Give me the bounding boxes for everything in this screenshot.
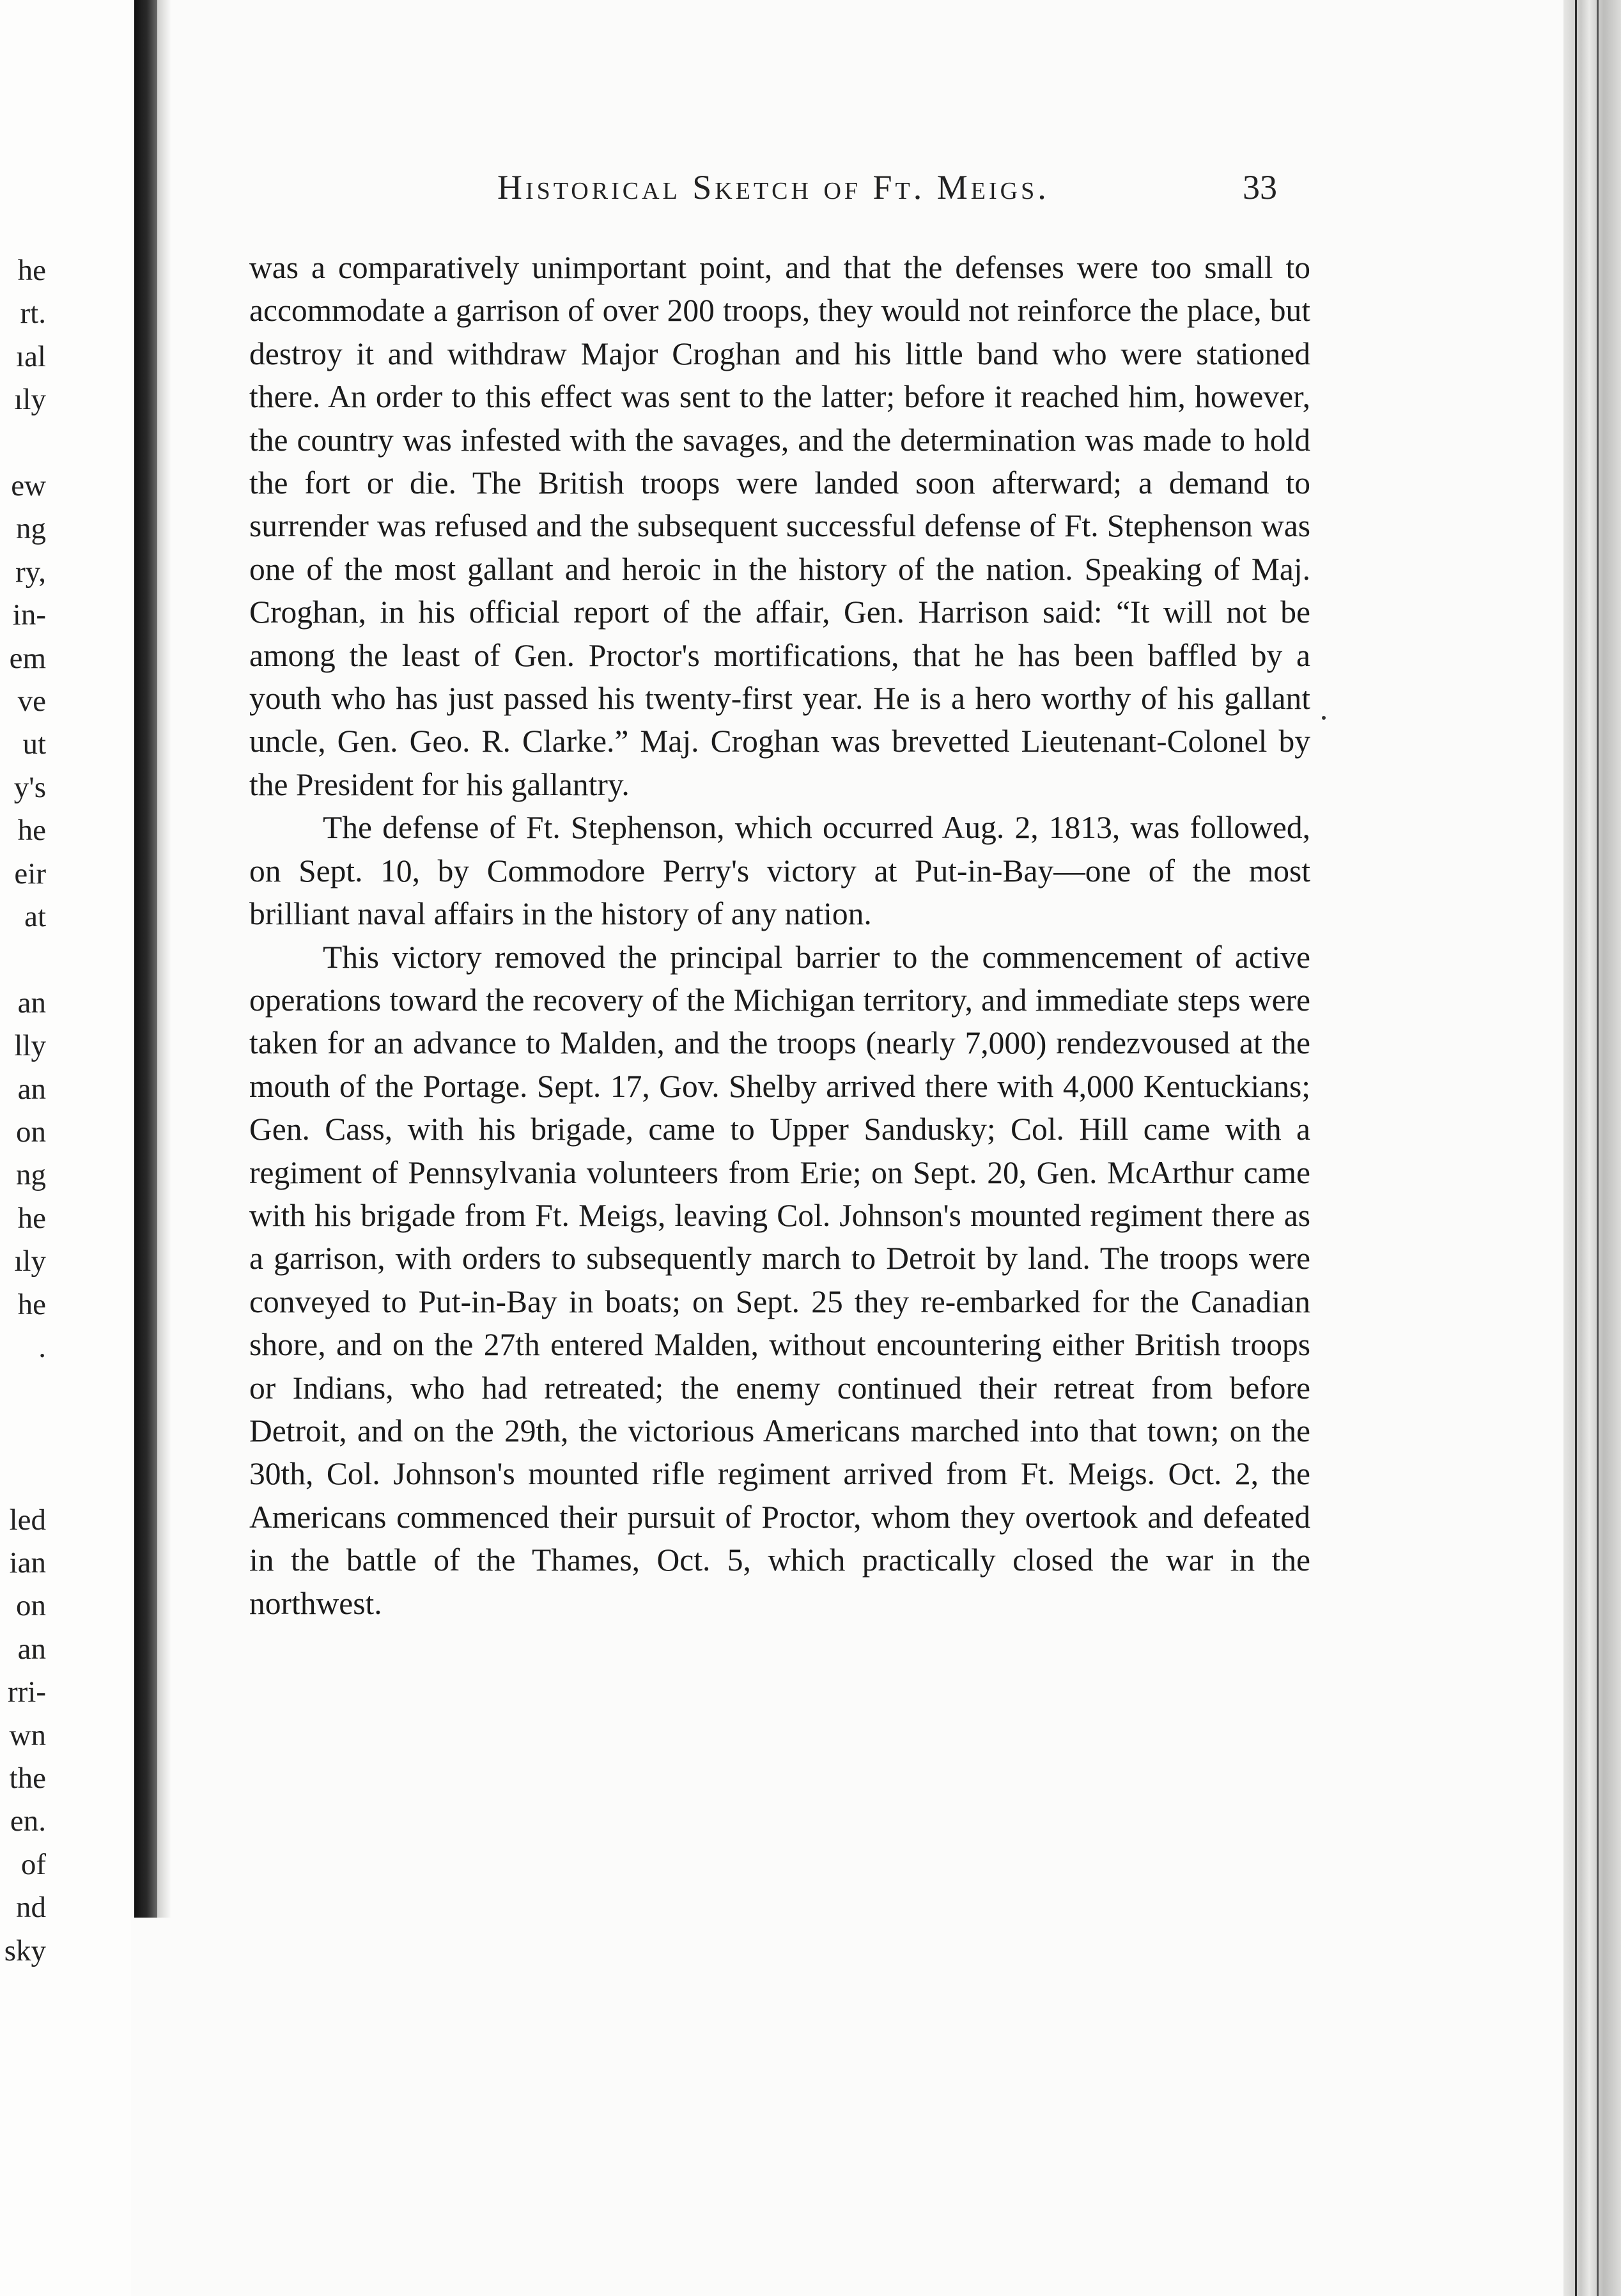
scan-speck xyxy=(1322,716,1326,720)
book-gutter xyxy=(134,0,157,1918)
facing-page-fragment: ut xyxy=(22,727,46,761)
paragraph-1: was a comparatively unimportant point, and that the defenses were too small to accommodate a garrison of over 200 troops, they would not reinforce the place, but destroy it and withdraw Major Croghan and his little band who were stationed there. An order to this effect was sent to the latter; before it reached him, however, the country was infested with the savages, and the determination was made to hold the fort or die. The British troops were landed soon afterward; a demand to surrender was refused and the subsequent successful defense of Ft. Stephenson was one of the most gallant and heroic in the history of the nation. Speaking of Maj. Croghan, in his official report of the affair, Gen. Harrison said: “It will not be among the least of Gen. Proctor's mortifications, that he has been baffled by a youth who has just passed his twenty-first year. He is a hero worthy of his gallant uncle, Gen. Geo. R. Clarke.” Maj. Croghan was brevetted Lieutenant-Colonel by the President for his gallantry. xyxy=(249,250,1310,802)
facing-page-fragment: an xyxy=(17,1632,46,1666)
facing-page-fragment: . xyxy=(38,1331,46,1364)
facing-page-fragment: in- xyxy=(12,598,46,632)
facing-page-fragment: of xyxy=(20,1847,46,1881)
facing-page-fragment: rri- xyxy=(7,1675,46,1709)
paragraph-2: The defense of Ft. Stephenson, which occurred Aug. 2, 1813, was followed, on Sept. 10, by Commodore Perry's victory at Put-in-Bay—one of the most brilliant naval affairs in the history of any nation. xyxy=(249,810,1310,932)
facing-page-fragment: at xyxy=(24,900,46,933)
facing-page-fragment: ng xyxy=(16,512,46,546)
page-stack-edge xyxy=(1563,0,1621,2296)
facing-page-fragment: sky xyxy=(4,1934,46,1967)
facing-page-fragment: wn xyxy=(9,1718,46,1752)
facing-page-fragment: he xyxy=(17,1201,46,1235)
facing-page-fragment: y's xyxy=(13,770,46,804)
facing-page-fragment: lly xyxy=(14,1029,46,1063)
facing-page-fragment: ve xyxy=(17,685,46,718)
facing-page-fragment: nd xyxy=(16,1891,46,1925)
page-edge-line xyxy=(1575,0,1577,2296)
facing-page-fragment: ry, xyxy=(15,555,46,589)
facing-page-fragment: ian xyxy=(9,1546,46,1579)
page-number: 33 xyxy=(1243,168,1277,206)
facing-page-fragment: ıly xyxy=(14,383,46,417)
body-text xyxy=(249,246,1310,1625)
facing-page-line-fragments xyxy=(0,0,51,2296)
running-head xyxy=(497,167,1277,212)
gutter-shadow xyxy=(157,0,171,1918)
facing-page-fragment: the xyxy=(9,1762,46,1795)
facing-page-fragment: an xyxy=(17,1072,46,1106)
running-head-title: Historical Sketch of Ft. Meigs. xyxy=(497,168,1050,206)
facing-page-fragment: en. xyxy=(10,1804,46,1838)
facing-page-fragment: eir xyxy=(14,857,46,890)
facing-page-fragment: he xyxy=(17,814,46,848)
paragraph-3: This victory removed the principal barrier to the commencement of active operations toward the recovery of the Michigan territory, and immediate steps were taken for an advance to Malden, and the troops (nearly 7,000) rendezvoused at the mouth of the Portage. Sept. 17, Gov. Shelby arrived there with 4,000 Kentuckians; Gen. Cass, with his brigade, came to Upper Sandusky; Col. Hill came with a regiment of Pennsylvania volunteers from Erie; on Sept. 20, Gen. McArthur came with his brigade from Ft. Meigs, leaving Col. Johnson's mounted regiment there as a garrison, with orders to subsequently march to Detroit by land. The troops were conveyed to Put-in-Bay in boats; on Sept. 25 they re-embarked for the Canadian shore, and on the 27th entered Malden, without encountering either British troops or Indians, who had retreated; the enemy continued their retreat from before Detroit, and on the 29th, the victorious Americans marched into that town; on the 30th, Col. Johnson's mounted rifle regiment arrived from Ft. Meigs. Oct. 2, the Americans commenced their pursuit of Proctor, whom they overtook and defeated in the battle of the Thames, Oct. 5, which practically closed the war in the northwest. xyxy=(249,939,1310,1621)
facing-page-fragment: he xyxy=(17,254,46,287)
facing-page-fragment: em xyxy=(9,641,46,675)
facing-page-fragment: ng xyxy=(16,1158,46,1192)
facing-page-edge xyxy=(0,0,131,2296)
facing-page-fragment: ew xyxy=(11,469,46,502)
facing-page-fragment: ıly xyxy=(14,1245,46,1278)
facing-page-fragment: on xyxy=(16,1115,46,1149)
book-page xyxy=(171,0,1563,2296)
page-edge-line xyxy=(1597,0,1599,2296)
facing-page-fragment: an xyxy=(17,986,46,1020)
facing-page-fragment: led xyxy=(9,1503,46,1537)
facing-page-fragment: on xyxy=(16,1589,46,1623)
facing-page-fragment: rt. xyxy=(20,297,46,330)
facing-page-fragment: ıal xyxy=(16,339,46,373)
facing-page-fragment: he xyxy=(17,1287,46,1321)
